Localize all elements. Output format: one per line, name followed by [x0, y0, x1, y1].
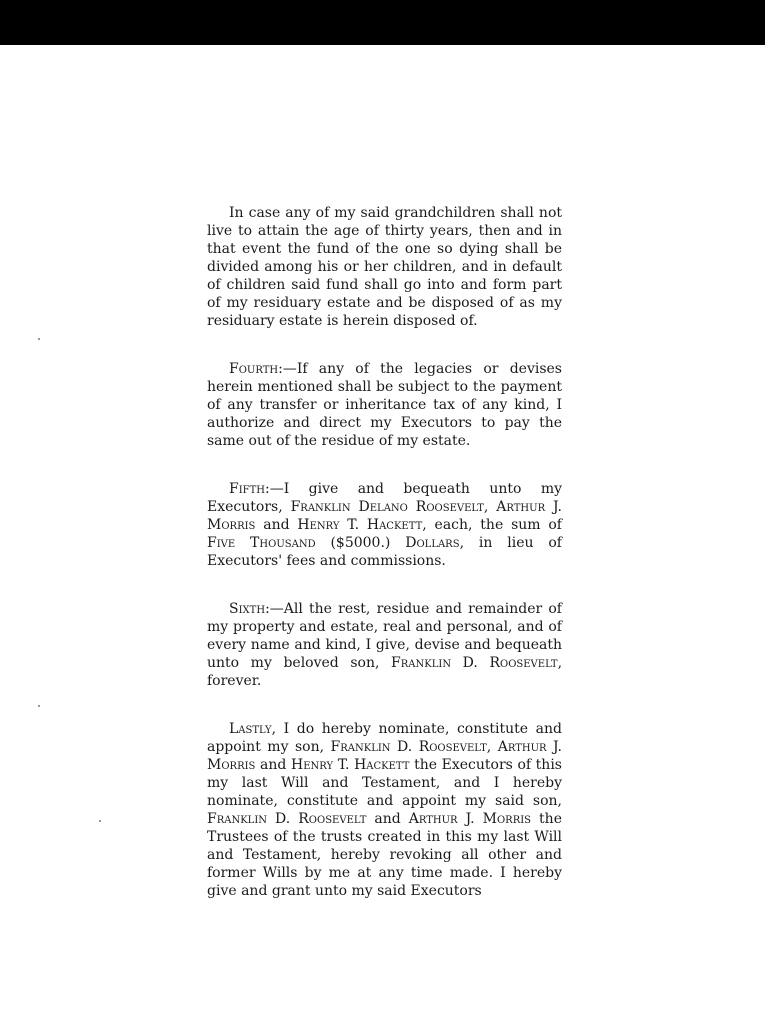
text-run: J. — [546, 739, 562, 755]
text-run: D. — [451, 655, 490, 671]
text-run: , forever. — [207, 655, 563, 689]
clause-heading: Fifth — [229, 481, 265, 497]
text-run: the Trustees of the trusts created in this my last Will and Testament, hereby revoking all other and former Wills by me at any time made. I hereby give and grant unto my said Executors — [207, 811, 562, 899]
text-run: , — [483, 499, 497, 515]
text-run: J. — [457, 811, 483, 827]
clause-separator: :— — [265, 481, 284, 497]
name-run: Morris — [482, 811, 532, 827]
name-run: Hackett — [366, 517, 423, 533]
paragraph-grandchildren — [207, 204, 562, 330]
clause-heading: Lastly — [229, 721, 272, 737]
clause-separator: :— — [278, 361, 297, 377]
paragraph-fifth — [207, 480, 562, 570]
paragraph-sixth — [207, 600, 562, 690]
text-run: and — [366, 811, 409, 827]
paragraph-lastly — [207, 720, 562, 900]
scan-speck — [38, 338, 40, 340]
text-run: , I do hereby nominate, constitute and appoint my son, — [207, 721, 562, 755]
name-run: Arthur — [497, 739, 547, 755]
text-run: , — [486, 739, 498, 755]
text-run: the Executors of this my last Will and Testament, and I hereby nominate, constitute and appoint my said son, — [207, 757, 562, 809]
name-run: Franklin — [330, 739, 391, 755]
text-run: T. — [339, 517, 367, 533]
text-run: J. — [545, 499, 563, 515]
name-run: Arthur — [408, 811, 458, 827]
scan-speck — [38, 705, 40, 707]
currency-word: Dollars — [405, 535, 460, 551]
text-run: D. — [390, 739, 419, 755]
clause-heading: Fourth — [229, 361, 279, 377]
clause-separator: :— — [265, 601, 284, 617]
name-run: Roosevelt — [489, 655, 558, 671]
name-run: Franklin Delano Roosevelt — [290, 499, 484, 515]
name-run: Morris — [207, 757, 256, 773]
text-run: ($5000.) — [315, 535, 406, 551]
name-run: Henry — [297, 517, 340, 533]
paragraph-fourth — [207, 360, 562, 450]
name-run: Franklin — [207, 811, 268, 827]
name-run: Franklin — [391, 655, 452, 671]
paragraph-text: In case any of my said grandchildren shall not live to attain the age of thirty years, then and in that event the fund of the one so dying shall be divided among his or her children, and in default of children said fund shall go into and form part of my residuary estate and be disposed of as my residuary estate is herein disposed of. — [207, 205, 562, 329]
paragraph-text: If any of the legacies or devises herein mentioned shall be subject to the payment of any transfer or inheritance tax of any kind, I authorize and direct my Executors to pay the same out of the residue of my estate. — [207, 361, 562, 449]
name-run: Hackett — [354, 757, 410, 773]
text-run: and — [255, 757, 291, 773]
will-page-text — [207, 204, 562, 930]
name-run: Arthur — [496, 499, 546, 515]
name-run: Morris — [207, 517, 256, 533]
scan-top-border — [0, 0, 765, 45]
scan-speck — [99, 820, 101, 822]
name-run: Roosevelt — [298, 811, 367, 827]
text-run: and — [255, 517, 298, 533]
text-run: , in lieu of Executors' fees and commissions. — [207, 535, 562, 569]
clause-heading: Sixth — [229, 601, 266, 617]
text-run: D. — [267, 811, 299, 827]
amount-words: Five Thousand — [207, 535, 316, 551]
text-run: T. — [333, 757, 355, 773]
name-run: Roosevelt — [418, 739, 487, 755]
text-run: All the rest, residue and remainder of my property and estate, real and personal, and of every name and kind, I give, devise and bequeath unto my beloved son, — [207, 601, 562, 671]
text-run: , each, the sum of — [422, 517, 562, 533]
text-run: I give and bequeath unto my Executors, — [207, 481, 562, 515]
name-run: Henry — [290, 757, 334, 773]
